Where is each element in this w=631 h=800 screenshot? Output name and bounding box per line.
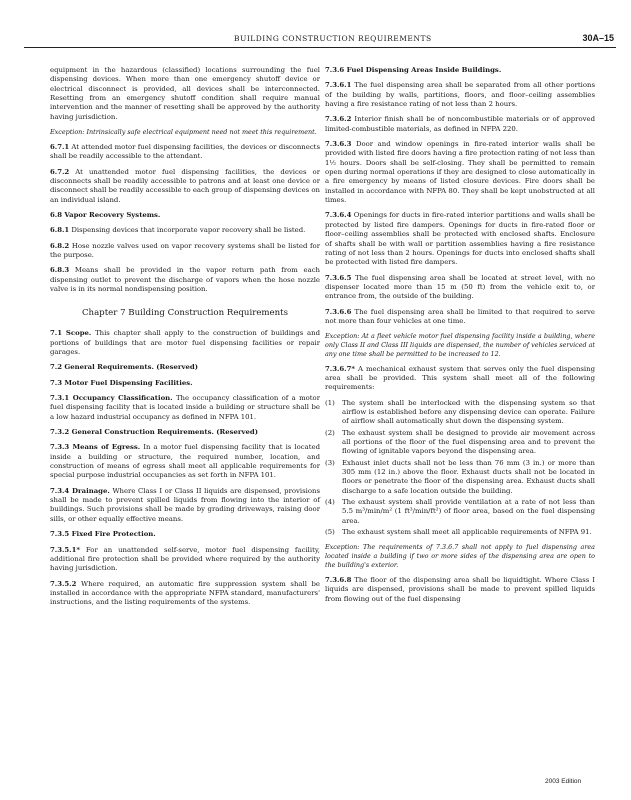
- section-text: In a motor fuel dispensing facility that is located inside a building or structure, the required number, location, and construction of means of egress shall meet all applicable requirements for special purpose industrial occupancies as set forth in NFPA 101.: [50, 443, 320, 480]
- section-text: Where required, an automatic fire suppression system shall be installed in accordance with the appropriate NFPA standard, manufacturers' instructions, and the listing requirements of the systems.: [50, 579, 320, 607]
- section-7-3-6-2: [325, 115, 595, 134]
- section-6-8-1: [50, 226, 320, 235]
- section-text: Where Class I or Class II liquids are dispensed, provisions shall be made to prevent spilled liquids from flowing into the interior of buildings. Such provisions shall be made by grading driveways, raising door sills, or other equally effective means.: [50, 486, 320, 523]
- section-text: Means shall be provided in the vapor return path from each dispensing outlet to prevent the discharge of vapors when the hose nozzle valve is in its normal nondispensing position.: [50, 266, 320, 293]
- exception-label: Exception:: [325, 332, 360, 341]
- exception-text: Intrinsically safe electrical equipment need not meet this requirement.: [86, 128, 317, 137]
- section-text: Door and window openings in fire-rated interior walls shall be provided with listed fire doors having a fire protection rating of not less than 1½ hours. Doors shall be self-closing. They shall be permitted to remain open during normal operations if they are designed to close automatically in a fire emergency by means of listed closure devices. Fire doors shall be installed in accordance with NFPA 80. They shall be kept unobstructed at all times.: [325, 140, 595, 205]
- item-number: (4): [325, 498, 335, 507]
- exception-text: The requirements of 7.3.6.7 shall not apply to fuel dispensing area located inside a building if two or more sides of the dispensing area are open to the building's exterior.: [325, 543, 595, 570]
- exception: [325, 332, 595, 358]
- item-text: The exhaust system shall meet all applicable requirements of NFPA 91.: [342, 528, 592, 537]
- paragraph: equipment in the hazardous (classified) locations surrounding the fuel dispensing devices. When more than one emergency shutoff device or electrical disconnect is provided, all devices shall be interconnected. Resetting from an emergency shutoff condition shall require manual intervention and the manner of resetting shall be approved by the authority having jurisdiction.: [50, 66, 320, 121]
- section-6-8-2: [50, 242, 320, 261]
- section-7-3-6-5: [325, 274, 595, 302]
- section-7-3-6-6: [325, 308, 595, 327]
- section-7-3-6-4: [325, 211, 595, 267]
- right-column: [325, 66, 595, 610]
- item-text: Exhaust inlet ducts shall not be less than 76 mm (3 in.) or more than 305 mm (12 in.) above the floor. Exhaust ducts shall not be located in floors or penetrate the floor of the dispensing area. Exhaust ducts shall discharge to a safe location outside the building.: [342, 458, 595, 495]
- section-number: 7.3.6.3: [325, 140, 352, 149]
- section-number: 7.3.6.7*: [325, 364, 355, 373]
- item-number: (2): [325, 428, 335, 437]
- section-number: 7.3.6.1: [325, 81, 352, 90]
- section-heading-7-2: 7.2 General Requirements. (Reserved): [50, 363, 199, 372]
- section-6-8-3: [50, 266, 320, 294]
- section-number: 7.3.6.4: [325, 211, 352, 220]
- section-number: 7.3.5.1*: [50, 545, 80, 554]
- running-header: [24, 33, 616, 48]
- section-text: The fuel dispensing area shall be separated from all other portions of the building by walls, partitions, floors, and floor–ceiling assemblies having a fire resistance rating of not less than 2 hours.: [325, 81, 595, 109]
- chapter-title: Chapter 7 Building Construction Requirements: [81, 308, 289, 319]
- section-heading: 7.1 Scope.: [50, 329, 92, 338]
- item-text: The exhaust system shall be designed to provide air movement across all portions of the floor of the fuel dispensing area and to prevent the flowing of ignitable vapors beyond the dispensing area.: [342, 428, 595, 456]
- section-text: Hose nozzle valves used on vapor recovery systems shall be listed for the purpose.: [50, 241, 321, 259]
- item-number: (1): [325, 398, 335, 407]
- section-7-3-3: [50, 443, 320, 480]
- section-number: 7.3.6.5: [325, 273, 352, 282]
- section-7-3-1: [50, 394, 320, 422]
- section-number: 6.8.1: [50, 226, 70, 235]
- page-number: 30A–15: [582, 33, 614, 43]
- section-text: The occupancy classification of a motor fuel dispensing facility that is located inside a building or structure shall be a low hazard industrial occupancy as defined in NFPA 101.: [50, 394, 320, 421]
- edition-footer: 2003 Edition: [545, 778, 582, 785]
- list-item: [325, 528, 595, 537]
- section-heading-7-3-5: 7.3.5 Fixed Fire Protection.: [50, 530, 156, 539]
- section-7-3-6-1: [325, 81, 595, 109]
- list-item: [325, 429, 595, 457]
- item-text: The exhaust system shall provide ventilation at a rate of not less than 5.5 m³/min/m² (1 ft³/min/ft²) of floor area, based on the fuel dispensing area.: [342, 498, 595, 525]
- section-heading: 7.3.1 Occupancy Classification.: [50, 394, 173, 403]
- list-item: [325, 498, 595, 526]
- item-number: (5): [325, 528, 335, 537]
- exception: [50, 128, 320, 137]
- section-number: 6.7.1: [50, 142, 70, 151]
- section-heading: 7.3.3 Means of Egress.: [50, 443, 141, 452]
- section-6-7-2: [50, 168, 320, 205]
- list-item: [325, 399, 595, 427]
- section-7-3-6-3: [325, 140, 595, 205]
- exception-text: At a fleet vehicle motor fuel dispensing facility inside a building, where only Class II and Class III liquids are dispensed, the number of vehicles serviced at any one time shall be permitted to be increased to 12.: [325, 332, 595, 358]
- section-7-1: [50, 329, 320, 357]
- section-number: 6.8.2: [50, 241, 70, 250]
- list-item: [325, 459, 595, 496]
- section-number: 6.7.2: [50, 167, 70, 176]
- header-title: BUILDING CONSTRUCTION REQUIREMENTS: [234, 34, 432, 43]
- section-number: 7.3.6.8: [325, 575, 352, 584]
- section-7-3-6-8: [325, 576, 595, 604]
- exception-label: Exception:: [325, 543, 360, 552]
- item-number: (3): [325, 458, 335, 467]
- requirements-list: [325, 399, 595, 538]
- item-text: The system shall be interlocked with the dispensing system so that airflow is established before any dispensing device can operate. Failure of airflow shall automatically shut down the dispensing system.: [342, 398, 595, 426]
- section-7-3-4: [50, 487, 320, 524]
- section-heading-7-3-6: 7.3.6 Fuel Dispensing Areas Inside Buildings.: [325, 66, 502, 74]
- exception: [325, 543, 595, 569]
- section-text: Dispensing devices that incorporate vapor recovery shall be listed.: [71, 226, 306, 235]
- exception-label: Exception:: [50, 128, 85, 137]
- section-heading-7-3: 7.3 Motor Fuel Dispensing Facilities.: [50, 378, 193, 387]
- section-text: The floor of the dispensing area shall be liquidtight. Where Class I liquids are dispensed, provisions shall be made to prevent spilled liquids from flowing out of the fuel dispensing: [325, 575, 595, 603]
- section-7-3-5-2: [50, 580, 320, 608]
- section-7-3-6-7: [325, 365, 595, 393]
- section-number: 6.8.3: [50, 266, 70, 275]
- section-text: The fuel dispensing area shall be located at street level, with no dispenser located more than 15 m (50 ft) from the vehicle exit to, or entrance from, the outside of the building.: [325, 273, 595, 301]
- section-text: At unattended motor fuel dispensing facilities, the devices or disconnects shall be readily accessible to patrons and at least one device or disconnect shall be readily accessible to each group of dispensing devices on an individual island.: [50, 167, 320, 204]
- section-text: A mechanical exhaust system that serves only the fuel dispensing area shall be provided. This system shall meet all of the following requirements:: [325, 364, 595, 392]
- section-text: At attended motor fuel dispensing facilities, the devices or disconnects shall be readily accessible to the attendant.: [50, 142, 320, 161]
- section-6-7-1: [50, 143, 320, 162]
- section-number: 7.3.6.2: [325, 115, 352, 124]
- section-heading-7-3-2: 7.3.2 General Construction Requirements. (Reserved): [50, 428, 258, 437]
- section-text: For an unattended self-serve, motor fuel dispensing facility, additional fire protection shall be provided where required by the authority having jurisdiction.: [50, 545, 321, 573]
- section-number: 7.3.6.6: [325, 307, 352, 316]
- section-text: This chapter shall apply to the construction of buildings and portions of buildings that are motor fuel dispensing facilities or repair garages.: [50, 329, 320, 357]
- section-heading-6-8: 6.8 Vapor Recovery Systems.: [50, 210, 161, 219]
- section-7-3-5-1: [50, 546, 320, 574]
- section-text: Openings for ducts in fire-rated interior partitions and walls shall be protected by listed fire dampers. Openings for ducts in fire-rated floor or floor–ceiling assemblies shall be protected with enclosed shafts. Enclosure of shafts shall be with wall or partition assemblies having a fire resistance rating of not less than 2 hours. Openings for ducts into enclosed shafts shall be protected with listed fire dampers.: [325, 211, 595, 267]
- section-number: 7.3.5.2: [50, 579, 77, 588]
- section-text: Interior finish shall be of noncombustible materials or of approved limited-combustible materials, as defined in NFPA 220.: [325, 115, 595, 133]
- section-text: The fuel dispensing area shall be limited to that required to serve not more than four vehicles at one time.: [325, 307, 595, 325]
- section-heading: 7.3.4 Drainage.: [50, 486, 110, 495]
- left-column: [50, 66, 320, 614]
